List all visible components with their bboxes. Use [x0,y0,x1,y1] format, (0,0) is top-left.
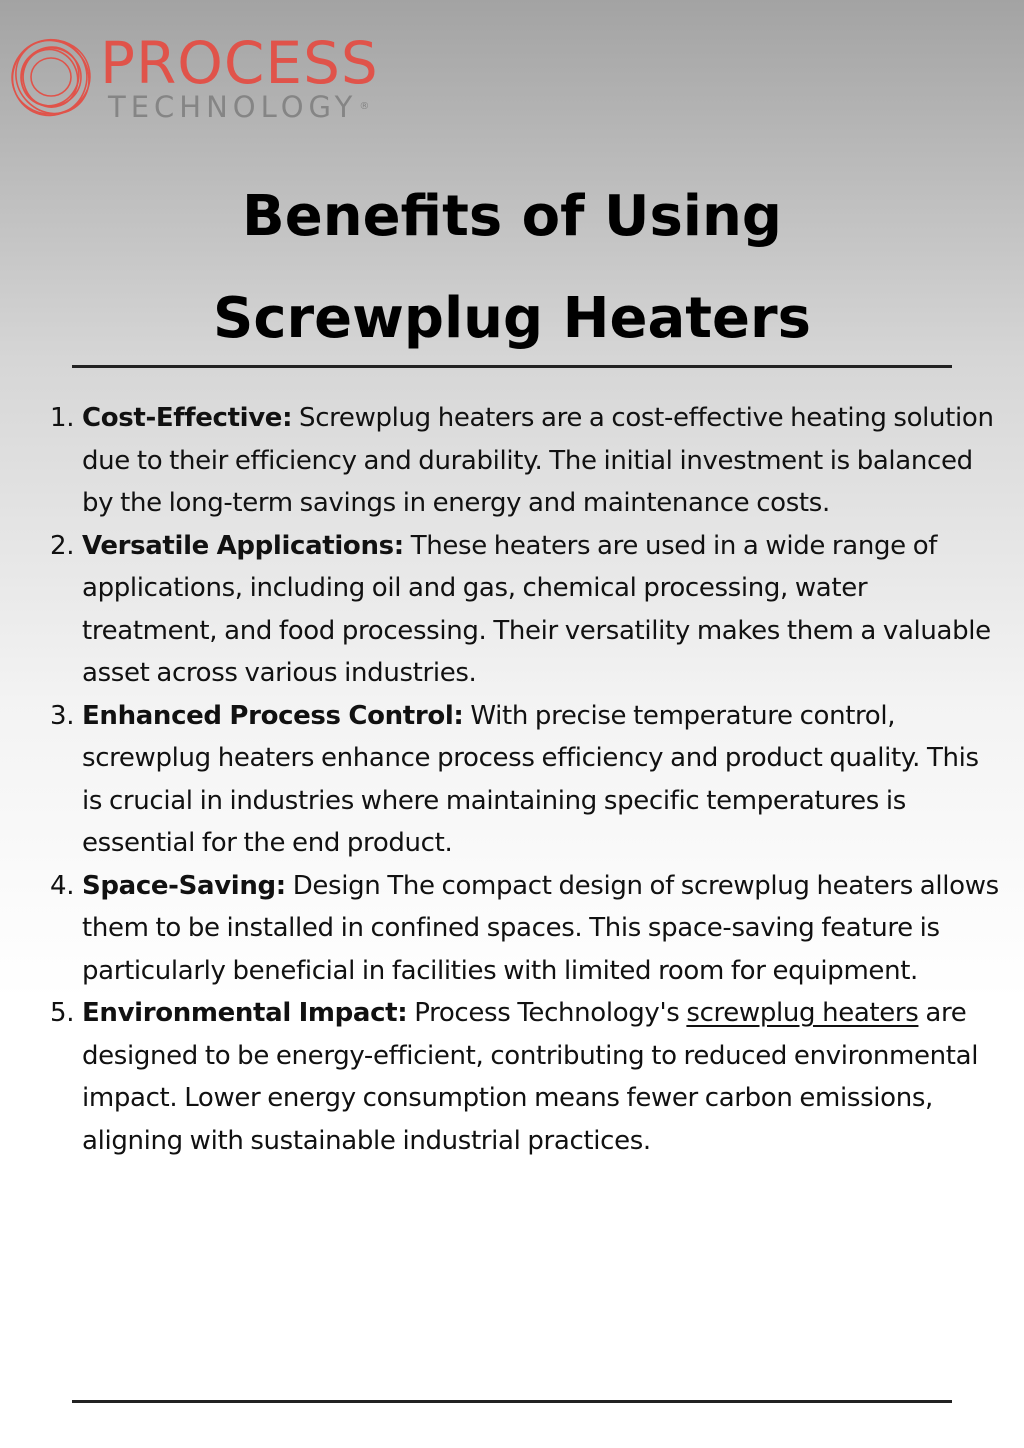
page-title [40,166,984,370]
company-logo [8,30,418,126]
benefit-item-environmental-impact [44,992,1000,1162]
benefit-heading: Enhanced Process Control: [82,700,464,731]
benefit-item-versatile-applications [44,525,1000,695]
benefit-number: 2. [50,530,75,561]
logo-wordmark-process: PROCESS [100,29,379,97]
bottom-divider [72,1400,952,1403]
benefit-item-process-control [44,695,1000,865]
logo-rings-icon [8,34,94,120]
benefit-number: 5. [50,998,75,1028]
benefit-item-cost-effective [44,397,1000,525]
page-title-line-2: Screwplug Heaters [213,286,811,351]
benefit-number: 4. [50,870,75,901]
benefit-text-before-link: Process Technology's [407,998,687,1028]
benefit-text-after-link: are designed to be energy-efficient, contributing to reduced environmental impact. Lower energy consumption means fewer carbon emissions, aligning with sustainable industrial practices. [82,998,979,1156]
benefit-text: Design The compact design of screwplug heaters allows them to be installed in confined spaces. This space-saving feature is particularly beneficial in facilities with limited room for equipment. [82,870,999,986]
benefit-heading: Environmental Impact: [82,998,408,1028]
benefit-text: Screwplug heaters are a cost-effective heating solution due to their efficiency and durability. The initial investment is balanced by the long-term savings in energy and maintenance costs. [82,403,994,518]
benefit-text: These heaters are used in a wide range of applications, including oil and gas, chemical processing, water treatment, and food processing. Their versatility makes them a valuable asset across various industries. [82,530,991,688]
screwplug-heaters-link[interactable]: screwplug heaters [686,998,919,1028]
registered-mark: ® [359,101,370,112]
logo-wordmark-technology [108,90,369,124]
benefit-number: 1. [50,403,75,433]
benefit-number: 3. [50,700,75,731]
benefit-item-space-saving [44,865,1000,993]
top-divider [72,365,952,368]
benefit-heading: Cost-Effective: [82,403,293,433]
benefit-text: With precise temperature control, screwplug heaters enhance process efficiency and product quality. This is crucial in industries where maintaining specific temperatures is essential for the end product. [82,700,979,858]
benefits-list [44,397,1000,1162]
benefit-heading: Space-Saving: [82,870,286,901]
benefit-heading: Versatile Applications: [82,530,404,561]
page-title-line-1: Benefits of Using [242,184,782,249]
logo-subtitle-text: TECHNOLOGY [108,90,358,124]
